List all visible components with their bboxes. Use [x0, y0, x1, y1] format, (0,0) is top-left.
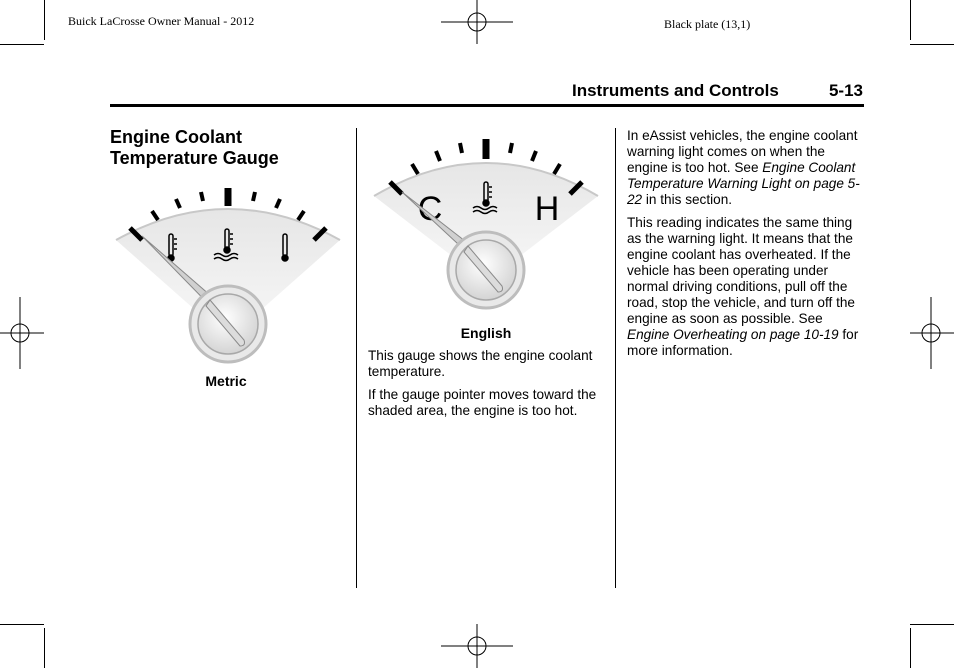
- eassist-paragraph: [627, 128, 867, 208]
- column-3-text: [627, 128, 867, 359]
- section-header: [110, 80, 864, 107]
- english-caption: English: [460, 325, 512, 341]
- page-number: 5-13: [828, 81, 863, 100]
- hot-label: H: [534, 190, 560, 228]
- plate-label: Black plate (13,1): [664, 17, 751, 31]
- heading-line-2: Temperature Gauge: [110, 148, 279, 168]
- registration-mark-right: [908, 293, 954, 373]
- eassist-text-end: in this section.: [645, 192, 733, 207]
- eassist-text: In eAssist vehicles, the engine coolant warning light comes on when the engine is too hot. See: [627, 128, 858, 175]
- registration-mark-left: [0, 293, 46, 373]
- metric-caption: Metric: [205, 373, 247, 389]
- engine-overheating-link[interactable]: Engine Overheating on page 10-19: [627, 327, 839, 342]
- pointer-warning: If the gauge pointer moves toward the shaded area, the engine is too hot.: [368, 387, 597, 418]
- column-divider-2: [615, 128, 616, 588]
- article-heading: [110, 127, 340, 169]
- column-divider-1: [356, 128, 357, 588]
- cold-label: C: [417, 190, 443, 228]
- column-2-text: [368, 348, 604, 419]
- heading-line-1: Engine Coolant: [110, 127, 242, 147]
- english-gauge-illustration: [370, 134, 602, 314]
- section-title: Instruments and Controls: [572, 81, 779, 100]
- registration-mark-bottom: [437, 624, 517, 670]
- warning-light-link[interactable]: Engine Coolant Temperature Warning Light on page 5-22: [627, 160, 860, 207]
- manual-title: Buick LaCrosse Owner Manual - 2012: [68, 14, 255, 28]
- gauge-hub: [190, 286, 266, 362]
- reading-paragraph: [627, 215, 867, 359]
- metric-gauge-illustration: [112, 184, 344, 364]
- gauge-description: This gauge shows the engine coolant temperature.: [368, 348, 593, 379]
- registration-mark-top: [437, 0, 517, 46]
- reading-text: This reading indicates the same thing as the warning light. It means that the engine coolant has overheated. If the vehicle has been operating under normal driving conditions, pull off the road, stop the vehicle, and turn off the engine as soon as possible. See: [627, 215, 855, 326]
- gauge-hub: [448, 232, 524, 308]
- reading-text-end: for more information.: [627, 327, 859, 358]
